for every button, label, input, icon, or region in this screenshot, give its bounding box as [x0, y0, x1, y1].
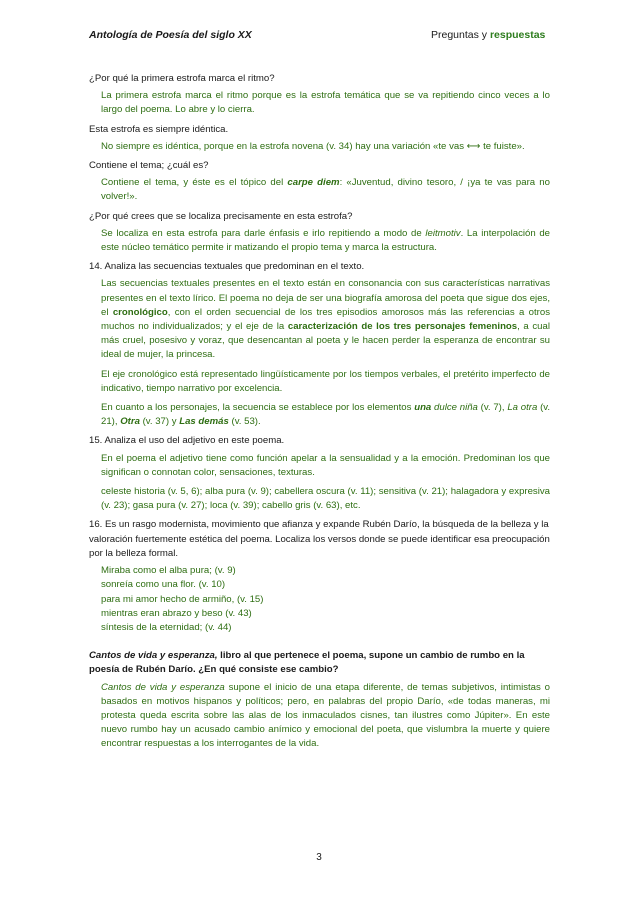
answer-14c-em-4: Las demás — [179, 416, 229, 428]
question-2: Esta estrofa es siempre idéntica. — [89, 123, 229, 135]
answer-3-text: Contiene el tema, y éste es el tópico del — [101, 177, 288, 189]
answer-14c — [101, 401, 550, 429]
answer-14c-em-2: La otra — [507, 402, 538, 414]
answer-14a-bold-2: caracterización de los tres personajes femeninos — [287, 321, 518, 333]
answer-15b: celeste historia (v. 5, 6); alba pura (v. 9); cabellera oscura (v. 11); sensitiva (v. 21); halagadora y expresiva (v. 23); gasa pura (v. 27); loca (v. 39); cabello gris (v. 63), etc. — [101, 486, 550, 512]
answer-14a-text: Las secuencias textuales presentes en el texto están en consonancia con sus características narrativas presentes en el texto lírico. El poema no deja de ser una biografía amorosa del poeta que sigue dos ejes, el — [101, 278, 550, 318]
answer-17-emphasis: Cantos de vida y esperanza — [101, 681, 225, 693]
answer-14c-text-2: (v. 7), — [477, 402, 508, 414]
book-title: Antología de Poesía del siglo XX — [89, 29, 252, 41]
answer-2: No siempre es idéntica, porque en la estrofa novena (v. 34) hay una variación «te vas ⟷ te fuiste». — [101, 140, 525, 152]
section-prefix: Preguntas y — [431, 29, 490, 41]
answer-1: La primera estrofa marca el ritmo porque es la estrofa temática que se va repitiendo cinco veces a lo largo del poema. Lo abre y lo cierra. — [101, 90, 550, 116]
answer-4 — [101, 227, 550, 255]
section-title — [431, 29, 545, 41]
verse-line: Miraba como el alba pura; (v. 9) — [101, 565, 236, 577]
question-17-text: libro al que pertenece el poema, supone un cambio de rumbo en la poesía de Rubén Darío. ¿En qué consiste ese cambio? — [89, 650, 525, 676]
answer-14c-text: En cuanto a los personajes, la secuencia se establece por los elementos — [101, 402, 415, 414]
verse-line: para mi amor hecho de armiño, (v. 15) — [101, 593, 264, 605]
question-17-emphasis: Cantos de vida y esperanza, — [89, 650, 218, 662]
question-15: 15. Analiza el uso del adjetivo en este poema. — [89, 435, 285, 447]
answer-4-emphasis: leitmotiv — [425, 227, 461, 239]
answer-14c-em-1: una — [414, 402, 432, 414]
answer-14a — [101, 277, 550, 362]
answer-4-text-end: . La interpolación de este núcleo temático permite ir matizando el propio tema y marca la estructura. — [101, 227, 551, 254]
answer-14a-bold-1: cronológico — [112, 306, 168, 318]
answer-15a: En el poema el adjetivo tiene como función apelar a la sensualidad y a la emoción. Predominan los que significan o connotan color, sensaciones, texturas. — [101, 452, 550, 478]
answer-3-text-end: : «Juventud, divino tesoro, / ¡ya te vas para no volver!». — [101, 177, 550, 203]
question-4: ¿Por qué crees que se localiza precisamente en esta estrofa? — [89, 210, 353, 222]
answer-14c-text-4: (v. 37) y — [139, 416, 180, 428]
question-16: 16. Es un rasgo modernista, movimiento que afianza y expande Rubén Darío, la búsqueda de la belleza y la valoración fuertemente estética del poema. Localiza los versos donde se puede identificar esa preocupación por la belleza formal. — [89, 519, 550, 559]
question-1: ¿Por qué la primera estrofa marca el ritmo? — [89, 73, 275, 84]
question-17 — [89, 649, 550, 677]
answer-14c-em-3: Otra — [120, 416, 140, 428]
page-number: 3 — [316, 852, 322, 863]
verse-line: mientras eran abrazo y beso (v. 43) — [101, 607, 252, 619]
answer-14b: El eje cronológico está representado lingüísticamente por los tiempos verbales, el pretérito imperfecto de indicativo, tiempo narrativo por excelencia. — [101, 368, 550, 394]
answer-14a-text-2: , con el orden secuencial de los tres episodios amorosos más las referencias a otros muchos no individualizados; y el eje de la — [101, 306, 550, 333]
answer-14c-text-5: (v. 53). — [228, 416, 261, 428]
answer-4-text: Se localiza en esta estrofa para darle énfasis e irlo repitiendo a modo de — [101, 227, 426, 239]
answer-3 — [101, 176, 550, 204]
verse-line: sonreía como una flor. (v. 10) — [101, 579, 226, 591]
answer-17 — [101, 681, 550, 752]
section-highlight: respuestas — [489, 29, 546, 41]
page-header — [89, 29, 549, 45]
answer-14c-em-1b: dulce niña — [431, 402, 478, 414]
page-content — [89, 72, 550, 757]
verse-line: síntesis de la eternidad; (v. 44) — [101, 621, 232, 633]
verse-list — [101, 564, 550, 635]
question-14: 14. Analiza las secuencias textuales que predominan en el texto. — [89, 261, 365, 273]
question-3: Contiene el tema; ¿cuál es? — [89, 160, 209, 172]
answer-14c-text-3: (v. 21), — [101, 402, 551, 428]
answer-14a-text-3: , a cual más cruel, posesivo y voraz, que desencantan al poeta y le hacen perder la esperanza de encontrar su ideal de mujer, la princesa. — [101, 321, 550, 361]
answer-17-text: supone el inicio de una etapa diferente, de temas subjetivos, intimistas o basados en motivos hispanos y políticos; pero, en palabras del propio Darío, «de todas maneras, mi protesta queda escrita sobre las alas de los inmaculados cisnes, tan ilustres como Júpiter». En este nuevo rumbo hay un acusado cambio anímico y emocional del poeta, que vislumbra la muerte y quiere encontrar respuestas a los interrogantes de la vida. — [101, 681, 550, 750]
answer-3-emphasis: carpe diem — [287, 177, 340, 189]
